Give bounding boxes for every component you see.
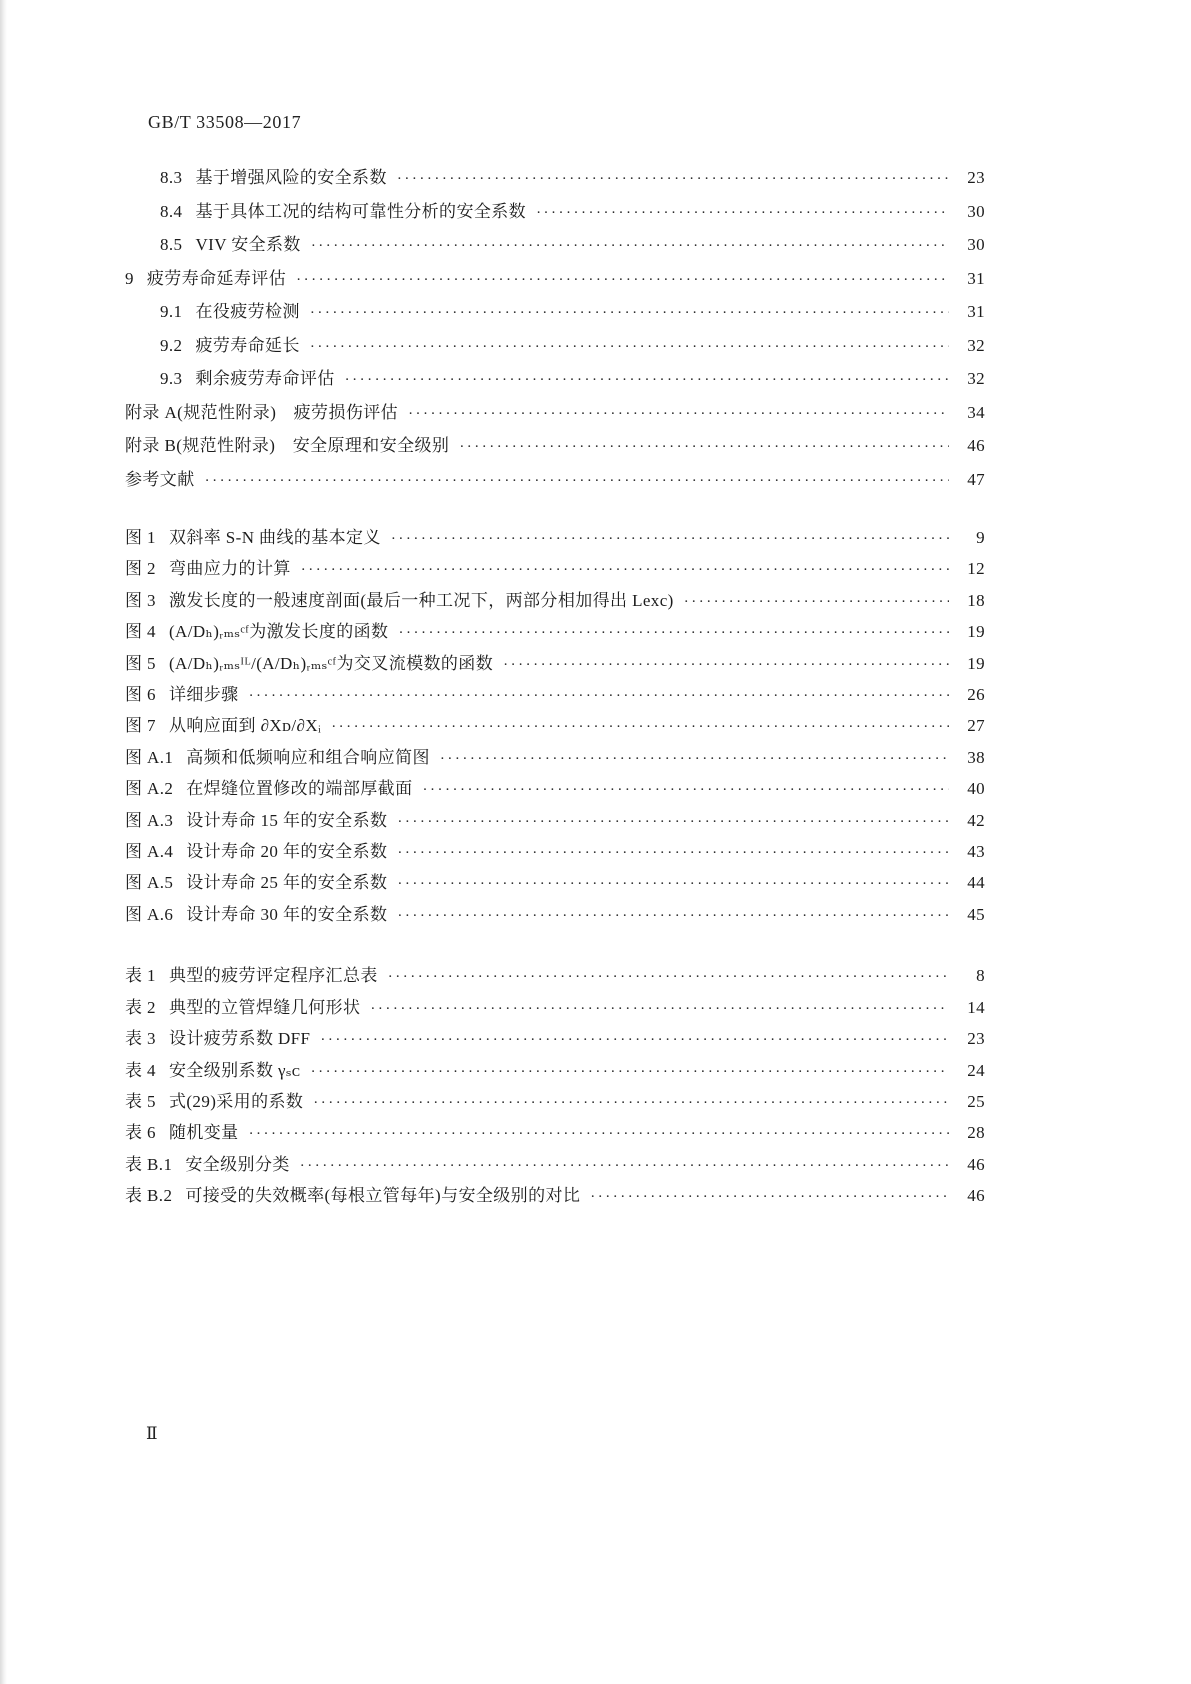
entry-number: 表 B.1 xyxy=(125,1154,173,1174)
entry-title: 附录 A(规范性附录) 疲劳损伤评估 xyxy=(125,402,399,422)
toc-entry xyxy=(125,162,985,196)
entry-page-number: 47 xyxy=(967,469,985,489)
entry-number: 9.2 xyxy=(160,335,183,355)
entry-page-number: 19 xyxy=(967,653,985,673)
toc-entry xyxy=(125,900,985,931)
dot-leader xyxy=(249,680,949,711)
dot-leader xyxy=(398,617,949,648)
dot-leader xyxy=(503,649,949,680)
dot-leader xyxy=(301,554,949,585)
toc-entry xyxy=(125,993,985,1024)
entry-title: 可接受的失效概率(每根立管每年)与安全级别的对比 xyxy=(185,1186,581,1206)
entry-title: 高频和低频响应和组合响应简图 xyxy=(186,747,430,767)
toc-entry xyxy=(125,680,985,711)
dot-leader xyxy=(422,774,949,805)
dot-leader xyxy=(684,586,949,617)
toc-entry xyxy=(125,464,985,498)
dot-leader xyxy=(311,1056,949,1087)
entry-title: 附录 B(规范性附录) 安全原理和安全级别 xyxy=(125,436,450,455)
toc-entry xyxy=(125,806,985,837)
entry-page-number: 30 xyxy=(967,201,985,221)
entry-title: 弯曲应力的计算 xyxy=(168,559,291,579)
entry-title: 参考文献 xyxy=(125,469,195,489)
entry-page-number: 31 xyxy=(967,302,985,321)
toc-entry xyxy=(125,711,985,742)
entry-title: 随机变量 xyxy=(168,1123,239,1143)
entry-page-number: 19 xyxy=(967,622,985,642)
dot-leader xyxy=(397,837,949,868)
entry-page-number: 42 xyxy=(967,810,985,830)
entry-page-number: 38 xyxy=(967,747,985,767)
dot-leader xyxy=(388,961,949,992)
entry-page-number: 27 xyxy=(967,716,985,736)
entry-title: 安全级别分类 xyxy=(185,1154,290,1174)
dot-leader xyxy=(397,900,949,931)
entry-page-number: 46 xyxy=(967,1186,985,1206)
toc-entry xyxy=(125,554,985,585)
entry-number: 9.3 xyxy=(160,369,183,388)
entry-page-number: 14 xyxy=(967,997,985,1017)
entry-title: 详细步骤 xyxy=(168,685,239,705)
dot-leader xyxy=(370,993,949,1024)
entry-page-number: 32 xyxy=(967,369,985,388)
entry-page-number: 25 xyxy=(967,1091,985,1111)
entry-number: 图 A.6 xyxy=(125,904,174,924)
entry-title: 在役疲劳检测 xyxy=(195,302,300,321)
entry-number: 8.3 xyxy=(160,168,183,187)
dot-leader xyxy=(311,229,949,263)
entry-title: 设计寿命 15 年的安全系数 xyxy=(186,810,388,830)
entry-page-number: 8 xyxy=(976,966,985,986)
toc-entry xyxy=(125,1087,985,1118)
entry-title: 设计寿命 25 年的安全系数 xyxy=(186,873,388,893)
toc-figure-list xyxy=(125,523,985,931)
dot-leader xyxy=(590,1181,949,1212)
entry-number: 表 6 xyxy=(125,1123,156,1143)
dot-leader xyxy=(397,162,949,196)
toc-section-list xyxy=(125,162,985,497)
entry-page-number: 46 xyxy=(967,436,985,455)
toc-entry xyxy=(125,774,985,805)
entry-number: 图 5 xyxy=(125,653,156,673)
entry-title: 典型的疲劳评定程序汇总表 xyxy=(168,966,378,986)
entry-page-number: 34 xyxy=(967,402,985,422)
entry-title: 在焊缝位置修改的端部厚截面 xyxy=(186,779,413,799)
entry-number: 图 A.2 xyxy=(125,779,174,799)
entry-title: 式(29)采用的系数 xyxy=(168,1091,304,1111)
entry-page-number: 23 xyxy=(967,1029,985,1049)
entry-title: 从响应面到 ∂Xᴅ/∂Xᵢ xyxy=(168,716,322,736)
dot-leader xyxy=(440,743,949,774)
entry-number: 表 3 xyxy=(125,1029,156,1049)
toc-entry xyxy=(125,296,985,330)
dot-leader xyxy=(331,711,949,742)
toc-entry xyxy=(125,868,985,899)
entry-page-number: 26 xyxy=(967,685,985,705)
toc-entry xyxy=(125,743,985,774)
entry-page-number: 23 xyxy=(967,168,985,187)
entry-number: 图 A.1 xyxy=(125,747,174,767)
entry-number: 图 A.3 xyxy=(125,810,174,830)
entry-number: 图 2 xyxy=(125,559,156,579)
entry-page-number: 9 xyxy=(976,528,985,547)
toc-entry xyxy=(125,649,985,680)
entry-title: 设计寿命 30 年的安全系数 xyxy=(186,904,388,924)
entry-title: 疲劳寿命延长 xyxy=(195,335,300,355)
entry-title: 疲劳寿命延寿评估 xyxy=(146,268,287,288)
entry-title: 设计寿命 20 年的安全系数 xyxy=(186,842,388,862)
entry-number: 8.4 xyxy=(160,201,183,221)
dot-leader xyxy=(300,1150,949,1181)
entry-number: 表 5 xyxy=(125,1091,156,1111)
entry-page-number: 44 xyxy=(967,873,985,893)
entry-title: 剩余疲劳寿命评估 xyxy=(195,369,335,388)
entry-number: 表 2 xyxy=(125,997,156,1017)
dot-leader xyxy=(313,1087,949,1118)
toc-entry xyxy=(125,196,985,230)
entry-page-number: 31 xyxy=(967,268,985,288)
toc-entry xyxy=(125,397,985,431)
dot-leader xyxy=(345,363,949,397)
entry-number: 图 3 xyxy=(125,590,156,610)
toc-entry xyxy=(125,1150,985,1181)
document-number: GB/T 33508—2017 xyxy=(148,112,302,132)
entry-number: 图 1 xyxy=(125,528,156,547)
entry-number: 表 1 xyxy=(125,966,156,986)
dot-leader xyxy=(397,806,949,837)
entry-title: 激发长度的一般速度剖面(最后一种工况下，两部分相加得出 Lexc) xyxy=(168,590,674,610)
entry-page-number: 28 xyxy=(967,1123,985,1143)
entry-page-number: 45 xyxy=(967,904,985,924)
entry-page-number: 30 xyxy=(967,235,985,254)
entry-title: 安全级别系数 γₛᴄ xyxy=(168,1060,301,1080)
entry-number: 9.1 xyxy=(160,302,183,321)
toc-entry xyxy=(125,330,985,364)
entry-title: 典型的立管焊缝几何形状 xyxy=(168,997,361,1017)
table-of-contents xyxy=(125,162,985,1213)
entry-title: 设计疲劳系数 DFF xyxy=(168,1029,311,1049)
entry-title: 基于具体工况的结构可靠性分析的安全系数 xyxy=(195,201,527,221)
scan-edge-artifact xyxy=(0,0,7,1684)
toc-entry xyxy=(125,430,985,464)
toc-entry xyxy=(125,263,985,297)
entry-page-number: 32 xyxy=(967,335,985,355)
entry-number: 图 6 xyxy=(125,685,156,705)
entry-number: 图 A.4 xyxy=(125,842,174,862)
dot-leader xyxy=(310,296,949,330)
dot-leader xyxy=(459,430,949,464)
entry-title: VIV 安全系数 xyxy=(195,235,301,254)
toc-entry xyxy=(125,837,985,868)
entry-number: 9 xyxy=(125,268,134,288)
entry-page-number: 46 xyxy=(967,1154,985,1174)
dot-leader xyxy=(397,868,949,899)
entry-page-number: 24 xyxy=(967,1060,985,1080)
entry-number: 图 A.5 xyxy=(125,873,174,893)
entry-title: 基于增强风险的安全系数 xyxy=(195,168,387,187)
entry-number: 表 B.2 xyxy=(125,1186,173,1206)
dot-leader xyxy=(310,330,949,364)
toc-entry xyxy=(125,363,985,397)
toc-entry xyxy=(125,1118,985,1149)
entry-title: (A/Dₕ)ᵣₘₛᴵᴸ/(A/Dₕ)ᵣₘₛᶜᶠ为交叉流模数的函数 xyxy=(168,653,494,673)
dot-leader xyxy=(205,464,949,498)
entry-number: 表 4 xyxy=(125,1060,156,1080)
toc-entry xyxy=(125,1181,985,1212)
dot-leader xyxy=(320,1024,949,1055)
entry-page-number: 40 xyxy=(967,779,985,799)
toc-entry xyxy=(125,523,985,554)
toc-entry xyxy=(125,586,985,617)
dot-leader xyxy=(408,397,949,431)
toc-entry xyxy=(125,1056,985,1087)
toc-table-list xyxy=(125,961,985,1212)
dot-leader xyxy=(391,523,949,554)
dot-leader xyxy=(536,196,949,230)
footer-page-number: Ⅱ xyxy=(146,1424,158,1443)
entry-page-number: 18 xyxy=(967,590,985,610)
entry-number: 8.5 xyxy=(160,235,183,254)
dot-leader xyxy=(249,1118,949,1149)
entry-page-number: 43 xyxy=(967,842,985,862)
entry-title: (A/Dₕ)ᵣₘₛᶜᶠ为激发长度的函数 xyxy=(168,622,389,642)
entry-number: 图 7 xyxy=(125,716,156,736)
toc-entry xyxy=(125,617,985,648)
dot-leader xyxy=(296,263,949,297)
entry-title: 双斜率 S-N 曲线的基本定义 xyxy=(168,528,381,547)
toc-entry xyxy=(125,1024,985,1055)
entry-number: 图 4 xyxy=(125,622,156,642)
toc-entry xyxy=(125,961,985,992)
entry-page-number: 12 xyxy=(967,559,985,579)
toc-entry xyxy=(125,229,985,263)
